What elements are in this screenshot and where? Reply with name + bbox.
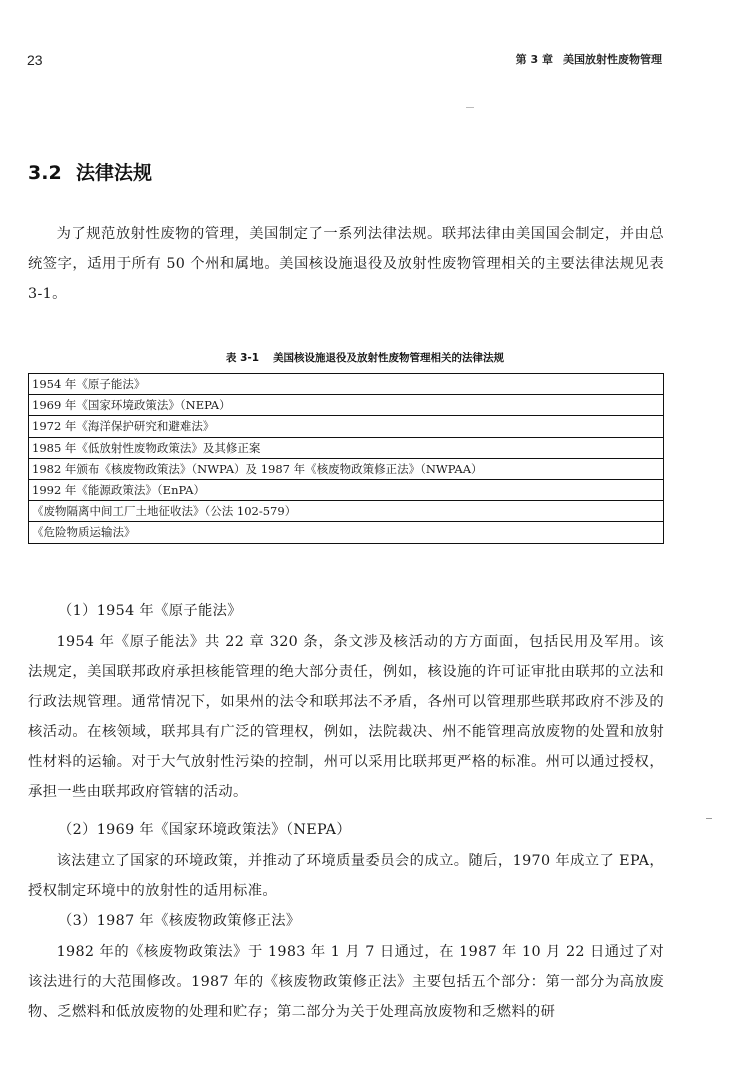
table-row [29, 374, 664, 395]
table-cell: 1969 年《国家环境政策法》（NEPA） [29, 395, 664, 416]
intro-paragraph: 为了规范放射性废物的管理，美国制定了一系列法律法规。联邦法律由美国国会制定，并由总统签字，适用于所有 50 个州和属地。美国核设施退役及放射性废物管理相关的主要法律法规见表 3-1。 [28, 226, 664, 302]
table-row [29, 416, 664, 437]
table-caption-label: 表 3-1 [225, 352, 260, 364]
item-2-body: 该法建立了国家的环境政策，并推动了环境质量委员会的成立。随后，1970 年成立了 EPA，授权制定环境中的放射性的适用标准。 [28, 853, 664, 899]
item-1-heading: （1）1954 年《原子能法》 [58, 603, 242, 619]
section-heading [28, 158, 152, 185]
running-head [516, 51, 662, 67]
table-cell: 1972 年《海洋保护研究和避难法》 [29, 416, 664, 437]
item-3-heading: （3）1987 年《核废物政策修正法》 [58, 913, 301, 929]
page-number: 23 [27, 52, 43, 68]
table-row [29, 501, 664, 522]
section-number: 3.2 [28, 162, 62, 184]
table-cell: 1985 年《低放射性废物政策法》及其修正案 [29, 437, 664, 458]
table-caption-title: 美国核设施退役及放射性废物管理相关的法律法规 [273, 352, 505, 364]
table-cell: 1954 年《原子能法》 [29, 374, 664, 395]
table-row [29, 458, 664, 479]
table-row [29, 479, 664, 500]
table-cell: 《废物隔离中间工厂土地征收法》（公法 102-579） [29, 501, 664, 522]
margin-mark [706, 818, 712, 819]
table-row [29, 522, 664, 543]
chapter-title: 美国放射性废物管理 [563, 53, 662, 66]
chapter-label: 第 3 章 [515, 53, 553, 66]
item-2-heading: （2）1969 年《国家环境政策法》（NEPA） [58, 822, 352, 838]
table-cell: 1992 年《能源政策法》（EnPA） [29, 479, 664, 500]
item-1-body: 1954 年《原子能法》共 22 章 320 条，条文涉及核活动的方方面面，包括民用及军用。该法规定，美国联邦政府承担核能管理的绝大部分责任，例如，核设施的许可证审批由联邦的立法和行政法规管理。通常情况下，如果州的法令和联邦法不矛盾，各州可以管理那些联邦政府不涉及的核活动。在核领域，联邦具有广泛的管理权，例如，法院裁决、州不能管理高放废物的处置和放射性材料的运输。对于大气放射性污染的控制，州可以采用比联邦更严格的标准。州可以通过授权，承担一些由联邦政府管辖的活动。 [28, 634, 664, 800]
table-cell: 《危险物质运输法》 [29, 522, 664, 543]
section-title: 法律法规 [76, 162, 153, 184]
scan-speck [466, 107, 474, 108]
law-table [28, 373, 664, 544]
item-3-body: 1982 年的《核废物政策法》于 1983 年 1 月 7 日通过，在 1987 年 10 月 22 日通过了对该法进行的大范围修改。1987 年的《核废物政策修正法》主要包括五个部分：第一部分为高放废物、乏燃料和低放废物的处理和贮存；第二部分为关于处理高放废物和乏燃料的研 [28, 944, 665, 1020]
table-cell: 1982 年颁布《核废物政策法》（NWPA）及 1987 年《核废物政策修正法》（NWPAA） [29, 458, 664, 479]
table-caption [0, 350, 730, 365]
table-row [29, 395, 664, 416]
table-row [29, 437, 664, 458]
